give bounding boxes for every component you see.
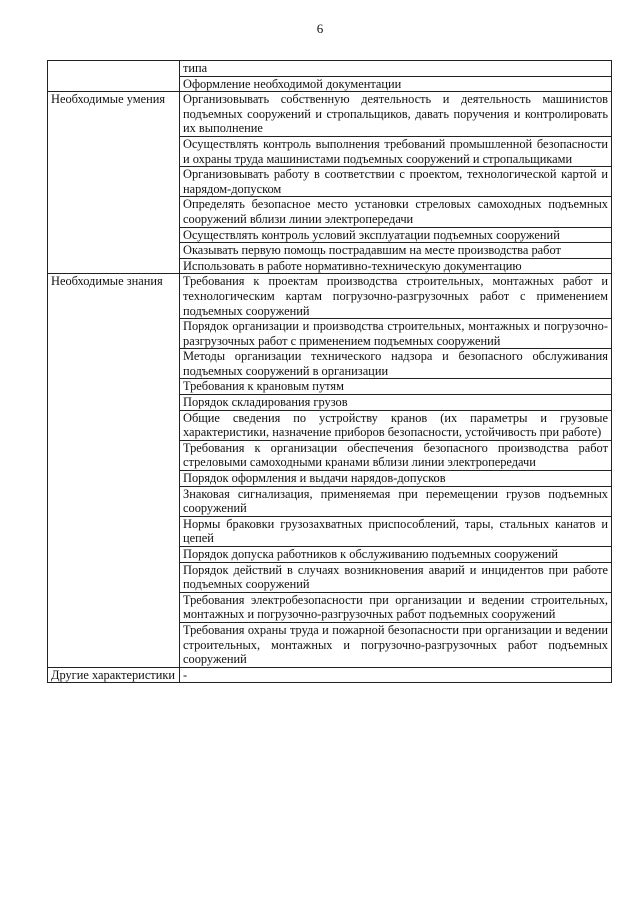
requirement-item: Общие сведения по устройству кранов (их параметры и грузовые характеристики, назначение приборов безопасности, устойчивость при работе) <box>180 410 612 440</box>
requirement-item: Организовывать собственную деятельность и деятельность машинистов подъемных сооружений и стропальщиков, давать поручения и контролировать их выполнение <box>180 92 612 137</box>
requirement-item: Оформление необходимой документации <box>180 76 612 92</box>
requirement-item: Порядок организации и производства строительных, монтажных и погрузочно-разгрузочных работ с применением подъемных сооружений <box>180 319 612 349</box>
requirement-item: Осуществлять контроль выполнения требований промышленной безопасности и охраны труда машинистами подъемных сооружений и стропальщиками <box>180 136 612 166</box>
requirement-item: Использовать в работе нормативно-техническую документацию <box>180 258 612 274</box>
requirements-table-body <box>48 61 612 683</box>
requirement-item: Требования охраны труда и пожарной безопасности при организации и ведении строительных, монтажных и погрузочно-разгрузочных работ подъемных сооружений <box>180 622 612 667</box>
table-row <box>48 667 612 683</box>
requirement-item: Требования к крановым путям <box>180 379 612 395</box>
requirement-item: Порядок допуска работников к обслуживанию подъемных сооружений <box>180 547 612 563</box>
requirements-table <box>47 60 612 683</box>
requirement-item: Требования к проектам производства строительных, монтажных работ и технологическим картам погрузочно-разгрузочных работ с применением подъемных сооружений <box>180 274 612 319</box>
requirement-item: Определять безопасное место установки стреловых самоходных подъемных сооружений вблизи линии электропередачи <box>180 197 612 227</box>
requirement-item: Методы организации технического надзора и безопасного обслуживания подъемных сооружений в организации <box>180 349 612 379</box>
requirement-item: Порядок действий в случаях возникновения аварий и инцидентов при работе подъемных сооружений <box>180 562 612 592</box>
section-label: Необходимые умения <box>48 92 180 274</box>
section-label: Необходимые знания <box>48 274 180 667</box>
requirement-item: типа <box>180 61 612 77</box>
table-row <box>48 92 612 137</box>
section-label: Другие характеристики <box>48 667 180 683</box>
requirement-item: Порядок оформления и выдачи нарядов-допусков <box>180 471 612 487</box>
requirement-item: Требования к организации обеспечения безопасного производства работ стреловыми самоходными кранами вблизи линии электропередачи <box>180 440 612 470</box>
requirement-item: - <box>180 667 612 683</box>
section-label <box>48 61 180 92</box>
requirement-item: Требования электробезопасности при организации и ведении строительных, монтажных и погрузочно-разгрузочных работ подъемных сооружений <box>180 592 612 622</box>
requirement-item: Порядок складирования грузов <box>180 395 612 411</box>
requirement-item: Знаковая сигнализация, применяемая при перемещении грузов подъемных сооружений <box>180 486 612 516</box>
table-row <box>48 274 612 319</box>
table-row <box>48 61 612 77</box>
requirement-item: Оказывать первую помощь пострадавшим на месте производства работ <box>180 243 612 259</box>
requirement-item: Организовывать работу в соответствии с проектом, технологической картой и нарядом-допуском <box>180 167 612 197</box>
requirement-item: Осуществлять контроль условий эксплуатации подъемных сооружений <box>180 227 612 243</box>
requirement-item: Нормы браковки грузозахватных приспособлений, тары, стальных канатов и цепей <box>180 516 612 546</box>
page-number: 6 <box>316 21 324 36</box>
